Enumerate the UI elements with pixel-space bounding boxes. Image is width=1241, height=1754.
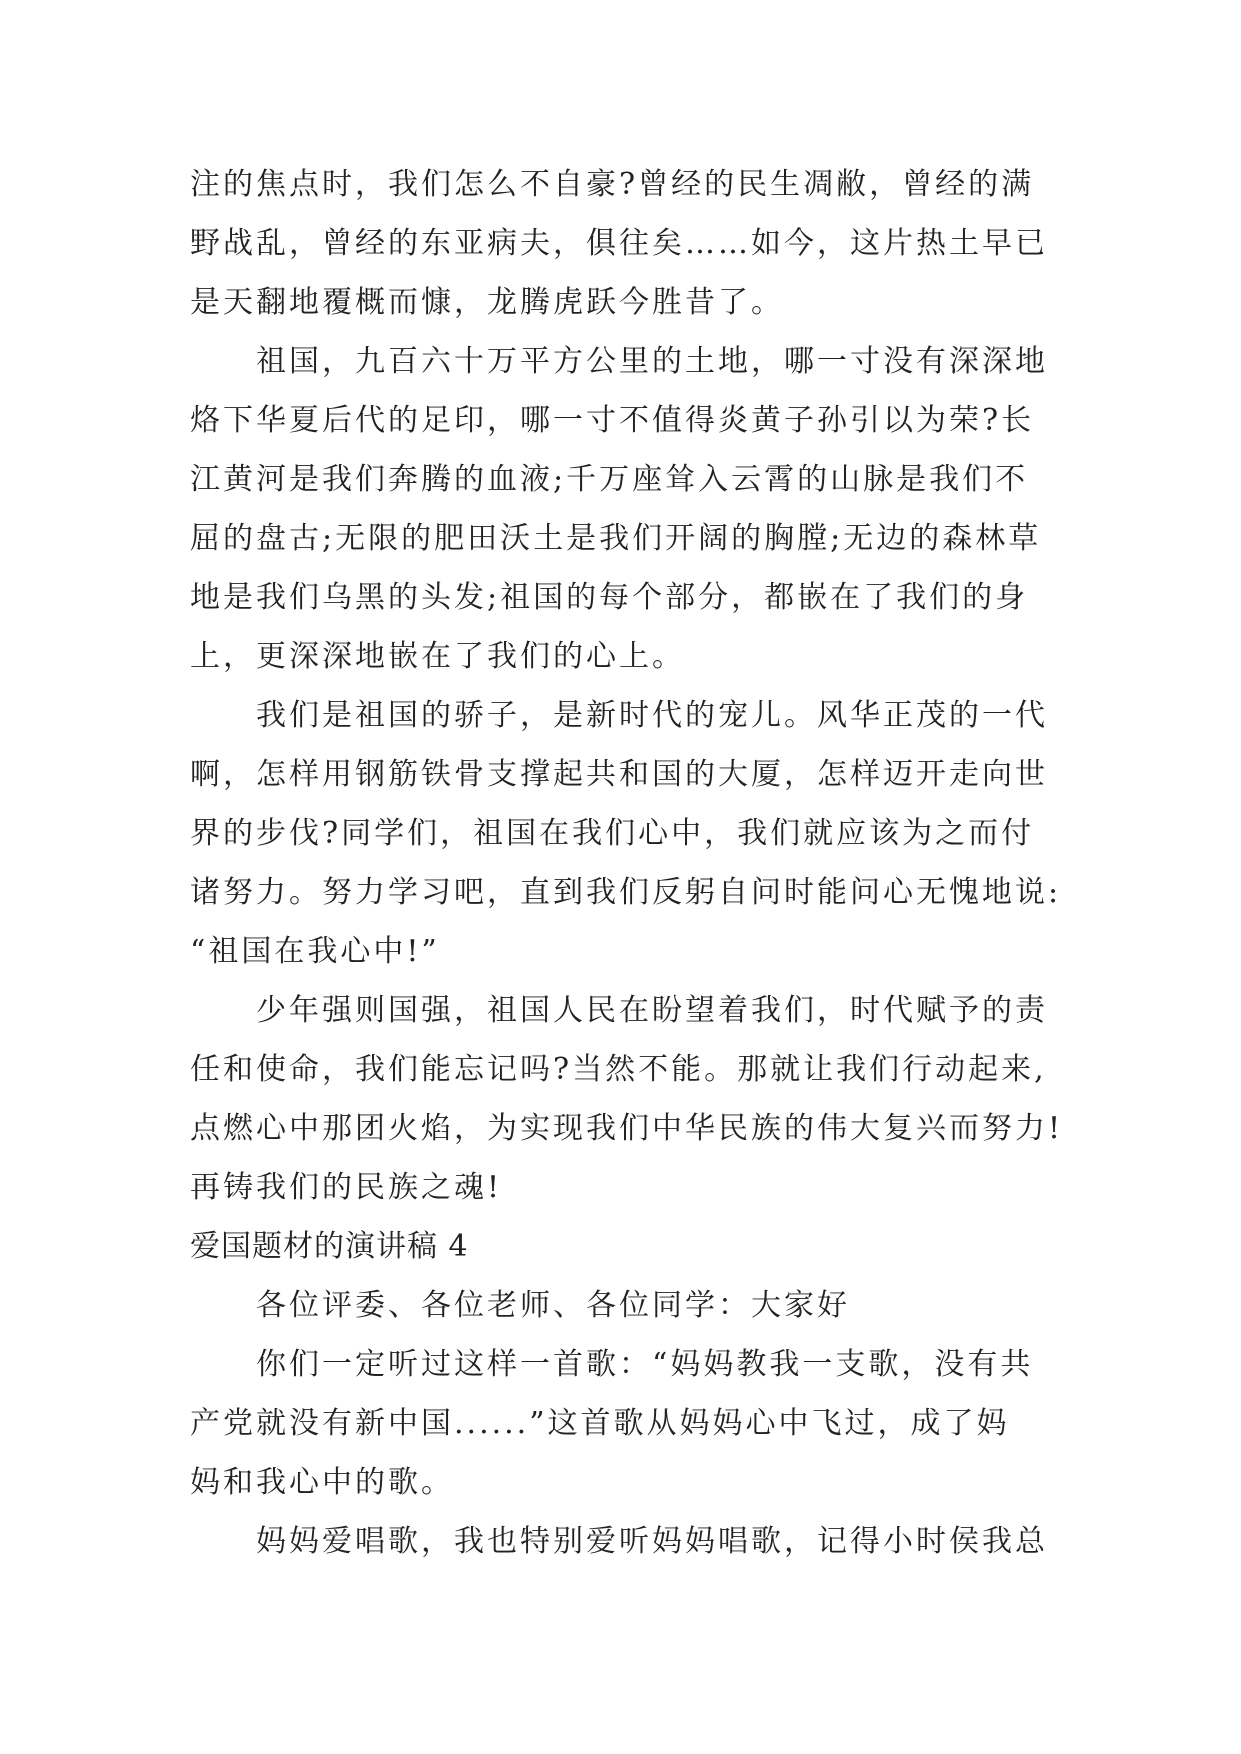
text-line: 我们是祖国的骄子，是新时代的宠儿。风华正茂的一代 [256,698,1048,733]
text-line: 野战乱，曾经的东亚病夫，俱往矣……如今，这片热土早已 [190,226,1048,261]
text-line: 江黄河是我们奔腾的血液;千万座耸入云霄的山脉是我们不 [190,462,1029,497]
text-line: 诸努力。努力学习吧，直到我们反躬自问时能问心无愧地说: [190,875,1062,910]
text-line: 各位评委、各位老师、各位同学：大家好 [256,1288,850,1323]
text-line: 注的焦点时，我们怎么不自豪?曾经的民生凋敝，曾经的满 [190,167,1035,202]
text-line: 是天翻地覆概而慷，龙腾虎跃今胜昔了。 [190,285,784,320]
section-heading: 爱国题材的演讲稿 4 [190,1229,469,1264]
text-line: 屈的盘古;无限的肥田沃土是我们开阔的胸膛;无边的森林草 [190,521,1042,556]
text-line: 任和使命，我们能忘记吗?当然不能。那就让我们行动起来, [190,1052,1047,1087]
text-line: 你们一定听过这样一首歌：“妈妈教我一支歌，没有共 [256,1347,1034,1382]
text-line: “祖国在我心中!” [190,934,440,969]
text-line: 啊，怎样用钢筋铁骨支撑起共和国的大厦，怎样迈开走向世 [190,757,1048,792]
text-line: 妈妈爱唱歌，我也特别爱听妈妈唱歌，记得小时侯我总 [256,1524,1048,1559]
text-line: 妈和我心中的歌。 [190,1465,454,1500]
text-line: 界的步伐?同学们，祖国在我们心中，我们就应该为之而付 [190,816,1035,851]
text-line: 少年强则国强，祖国人民在盼望着我们，时代赋予的责 [256,993,1048,1028]
text-line: 烙下华夏后代的足印，哪一寸不值得炎黄子孙引以为荣?长 [190,403,1035,438]
text-line: 祖国，九百六十万平方公里的土地，哪一寸没有深深地 [256,344,1048,379]
text-line: 地是我们乌黑的头发;祖国的每个部分，都嵌在了我们的身 [190,580,1029,615]
text-line: 再铸我们的民族之魂! [190,1170,503,1205]
text-line: 产党就没有新中国......”这首歌从妈妈心中飞过，成了妈 [190,1406,1010,1441]
text-line: 点燃心中那团火焰，为实现我们中华民族的伟大复兴而努力! [190,1111,1064,1146]
text-line: 上，更深深地嵌在了我们的心上。 [190,639,685,674]
document-body [190,155,1064,1571]
